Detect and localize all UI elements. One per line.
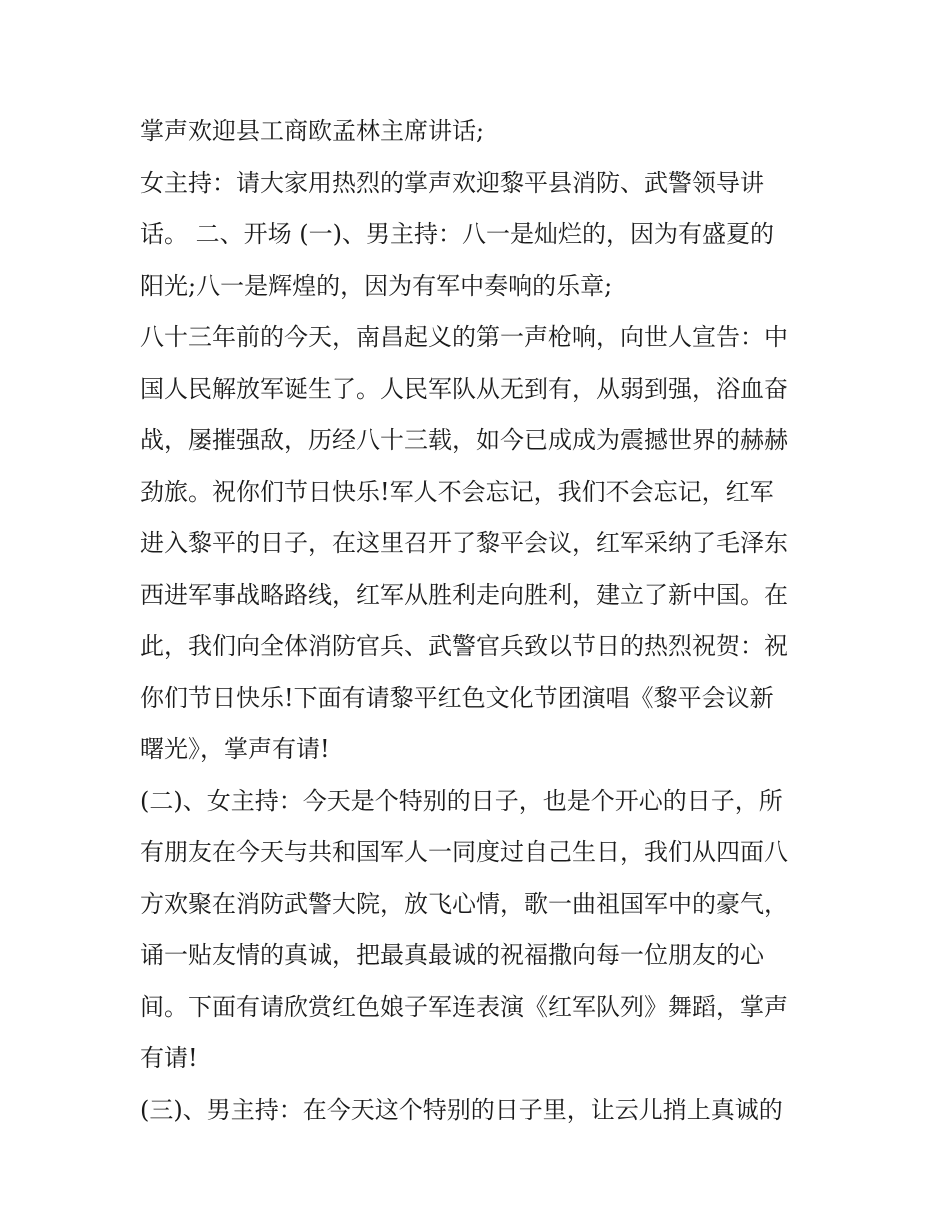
text-line: (二)、女主持：今天是个特别的日子，也是个开心的日子，所: [140, 786, 783, 815]
text-line: 间。下面有请欣赏红色娘子军连表演《红军队列》舞蹈，掌声: [140, 992, 788, 1021]
text-line: 进入黎平的日子，在这里召开了黎平会议，红军采纳了毛泽东: [140, 529, 788, 557]
text-line: 诵一贴友情的真诚，把最真最诚的祝福撒向每一位朋友的心: [140, 941, 764, 969]
text-line: 方欢聚在消防武警大院，放飞心情，歌一曲祖国军中的豪气，: [140, 889, 788, 918]
text-line: 此，我们向全体消防官兵、武警官兵致以节日的热烈祝贺：祝: [140, 632, 788, 660]
text-line: 西进军事战略路线，红军从胜利走向胜利，建立了新中国。在: [140, 580, 788, 609]
text-line: 国人民解放军诞生了。人民军队从无到有，从弱到强，浴血奋: [140, 374, 788, 403]
document-body: [140, 106, 820, 1136]
text-line: 女主持：请大家用热烈的掌声欢迎黎平县消防、武警领导讲: [140, 168, 764, 197]
text-line: 你们节日快乐!下面有请黎平红色文化节团演唱《黎平会议新: [140, 683, 774, 712]
text-line: 曙光》，掌声有请!: [140, 735, 330, 763]
text-line: 有朋友在今天与共和国军人一同度过自己生日，我们从四面八: [140, 838, 788, 866]
text-line: 话。 二、开场 (一)、男主持：八一是灿烂的，因为有盛夏的: [140, 220, 774, 248]
text-line: 八十三年前的今天，南昌起义的第一声枪响，向世人宣告：中: [140, 323, 788, 351]
text-line: 有请!: [140, 1044, 198, 1072]
text-line: 掌声欢迎县工商欧孟林主席讲话;: [140, 117, 485, 145]
text-line: 劲旅。祝你们节日快乐!军人不会忘记，我们不会忘记，红军: [140, 477, 774, 506]
text-line: (三)、男主持：在今天这个特别的日子里，让云儿捎上真诚的: [140, 1095, 783, 1124]
text-line: 战，屡摧强敌，历经八十三载，如今已成成为震撼世界的赫赫: [140, 426, 788, 454]
text-line: 阳光;八一是辉煌的，因为有军中奏响的乐章;: [140, 271, 613, 300]
